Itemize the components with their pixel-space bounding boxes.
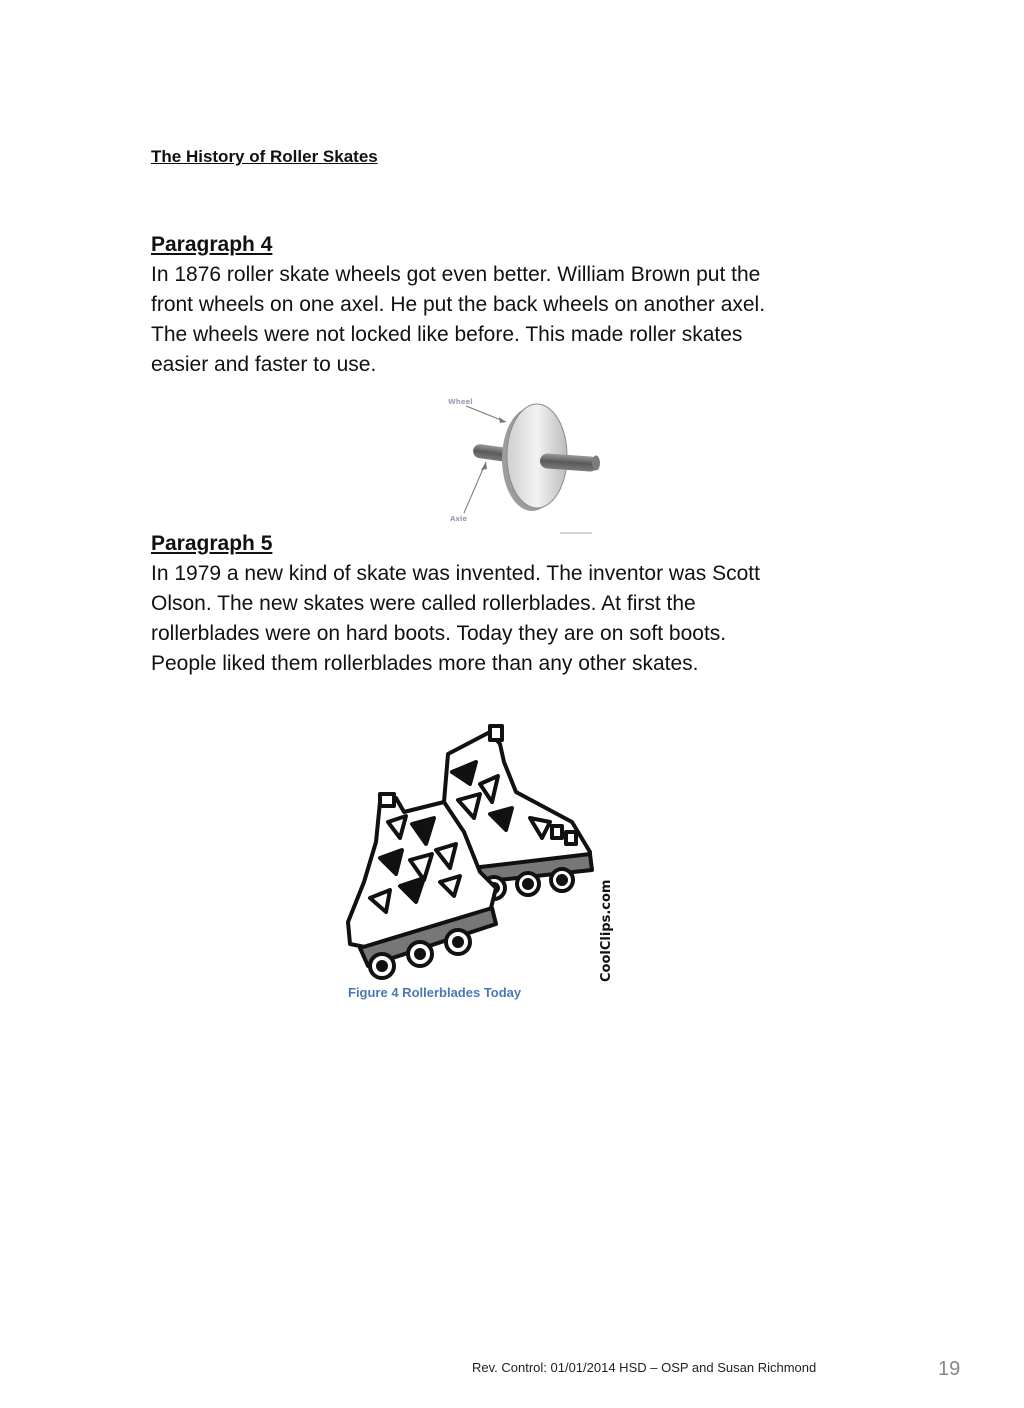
axle-label: Axle	[450, 515, 468, 523]
figure-caption: Figure 4 Rollerblades Today	[348, 985, 522, 1000]
paragraph-line: In 1979 a new kind of skate was invented. The inventor was Scott	[151, 562, 760, 585]
wheel-axle-illustration	[440, 392, 610, 537]
axle-label-group	[450, 462, 487, 523]
paragraph-4-body	[151, 260, 851, 380]
paragraph-4-heading: Paragraph 4	[151, 233, 273, 256]
paragraph-line: front wheels on one axel. He put the back wheels on another axel.	[151, 293, 766, 316]
paragraph-line: In 1876 roller skate wheels got even better. William Brown put the	[151, 263, 761, 286]
wheel-label: Wheel	[448, 398, 473, 406]
rollerblades-illustration	[340, 722, 620, 987]
wheel-label-group	[448, 398, 506, 423]
paragraph-line: The wheels were not locked like before. This made roller skates	[151, 323, 743, 346]
paragraph-line: easier and faster to use.	[151, 353, 377, 376]
paragraph-5-body	[151, 559, 851, 679]
coolclips-watermark: CoolClips.com	[599, 879, 614, 982]
paragraph-line: rollerblades were on hard boots. Today they are on soft boots.	[151, 622, 727, 645]
paragraph-line: Olson. The new skates were called rollerblades. At first the	[151, 592, 696, 615]
document-title: The History of Roller Skates	[151, 147, 378, 166]
paragraph-5-heading: Paragraph 5	[151, 532, 273, 555]
page-number: 19	[938, 1358, 961, 1380]
paragraph-line: People liked them rollerblades more than any other skates.	[151, 652, 699, 675]
footer-rev-control: Rev. Control: 01/01/2014 HSD – OSP and Susan Richmond	[472, 1360, 817, 1375]
